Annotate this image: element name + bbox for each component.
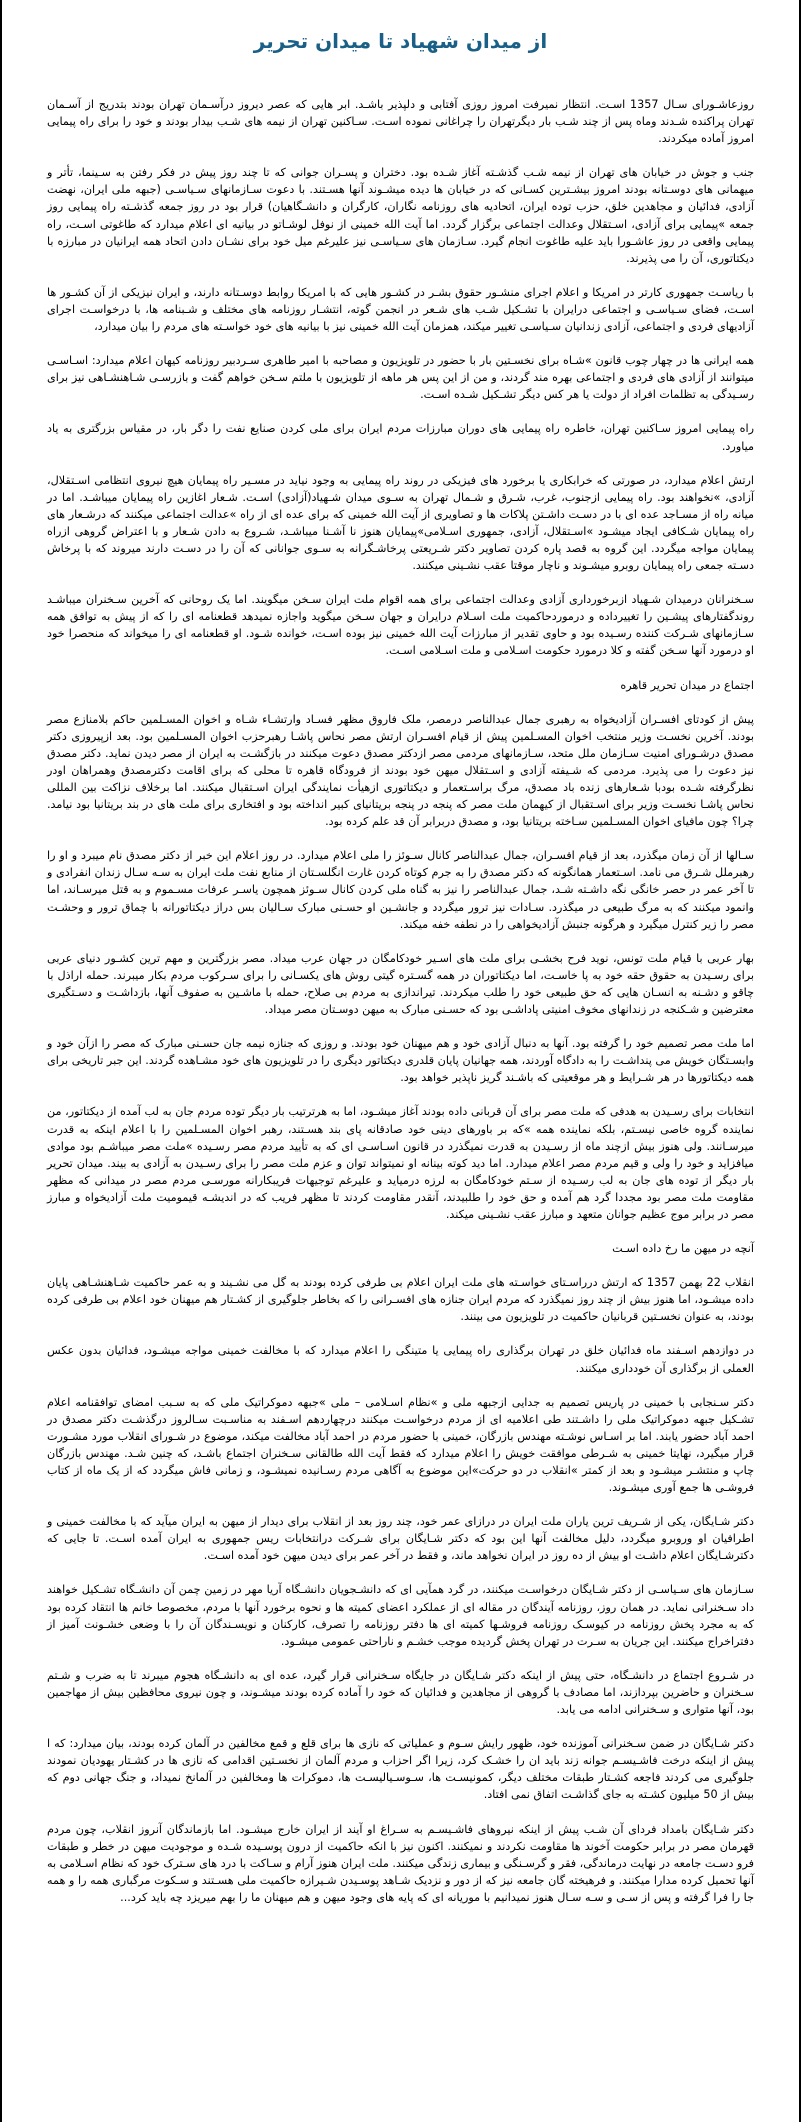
section-heading: اجتماع در میدان تحریر قاهره bbox=[620, 678, 754, 692]
body-paragraph: انقلاب 22 بهمن 1357 که ارتش درراسـتای خواسـته های ملت ایران اعلام بی طرفی کرده بودند به گل می نشـیند و به عمر حاکمیت شـاهنشـاهی پایان داده میشـود، اما هنوز بیش از چند روز نمیگذرد که مردم ایران جنازه های افسـرانی را که بخاطر جلوگیری از کشـتار هم میهنان خود اعلام بی طرفی کرده بودند، به عنوان نخسـتین قربانیان حاکمیت در تلویزیون می بینند. bbox=[47, 1276, 754, 1324]
body-paragraph: دکتر شـایگان در ضمن سـخنرانی آموزنده خود، ظهور رایش سـوم و عملیاتی که نازی ها برای قلع و قمع مخالفین در آلمان کرده بودند، بیان میدارد: که ا پیش از اینکه درخت فاشـیسـم جوانه زند باید ان را خشـک کرد، زیرا اگر احزاب و مردم آلمان از نخسـتین اقدامی که نازی ها در کشـتار یهودیان نمودند جلوگیری می کردند فاجعه کشـتار طبقات مختلف دیگر، کمونیسـت ها، سـوسـیالیسـت ها، دموکرات ها ومخالفین در آلمانخ نمیداد، و جنگ جهانی دوم که بیش از 50 میلیون کشـته به جای گذاشـت اتفاق نمی افتاد. bbox=[47, 1737, 754, 1802]
body-paragraph: دکتر شـایگان، یکی از شـریف ترین یاران ملت ایران در درازای عمر خود، چند روز بعد از انقلاب برای دیدار از میهن به ایران میآید که با مخالفت خمینی و اطرافیان او وروبرو میگردد، دلیل مخالفت آنها این بود که دکتر شـایگان برای شـرکت درانتخابات ریس جمهوری به ایران آمده اسـت. تا جایی که دکترشـایگان اعلام داشـت او بیش از ده روز در ایران نخواهد ماند، و فقط در آخر عمر برای دیدن میهن خود آمده اسـت. bbox=[47, 1515, 754, 1563]
body-paragraph: با ریاسـت جمهوری کارتر در امریکا و اعلام اجرای منشـور حقوق بشـر در کشـور هایی که با امریکا روابط دوسـتانه دارند، و ایران نیزیکی از آن کشـور ها اسـت، فضای سـیاسـی و اجتماعی درایران با تشـکیل شـب های شـعر در انجمن گوته، انتشـار روزنامه های مختلف و شـبنامه ها، با درخواسـت اجرای آزادیهای فردی و اجتماعی، آزادی زندانیان سـیاسـی تغییر میکند، همزمان آیت الله خمینی نیز با بیانیه های خود خواسـته های مردم را بیان میدارد، bbox=[47, 285, 754, 334]
title-body-spacer bbox=[32, 56, 769, 96]
page-inner bbox=[2, 0, 799, 2122]
body-paragraph: همه ایرانی ها در چهار چوب قانون »شـاه برای نخسـتین بار با حضور در تلویزیون و مصاحبه با امیر طاهری سـردبیر روزنامه کیهان اعلام میدارد: اسـاسـی میتوانند از آزادی های فردی و اجتماعی بهره مند گردند، و من از این پس هر ماهه از تلویزیون با ملتم سـخن خواهم گفت و بازرسـی شـاهنشـاهی نیز برای رسـیدگی به تظلمات افراد از دولت یا هر کس دیگر تشـکیل شـده اسـت. bbox=[47, 354, 754, 402]
article-body bbox=[32, 96, 769, 1906]
body-paragraph: روزعاشـورای سـال 1357 اسـت. انتظار نمیرفت امروز روزی آفتابی و دلپذیر باشـد. ابر هایی که عصر دیروز درآسـمان تهران بودند بتدریج از آسـمان تهران پراکنده شـدند وماه پس از چند شـب بار دیگرتهران را چراغانی نموده اسـت. سـاکنین تهران از نیمه های شـب بیدار بودند و خود را برای راه پیمایی امروز آماده میکردند. bbox=[47, 98, 755, 146]
section-heading: آنچه در میهن ما رخ داده اسـت bbox=[612, 1242, 754, 1256]
page-bottom-whitespace bbox=[32, 1906, 769, 2122]
body-paragraph: دکتر شـایگان بامداد فردای آن شـب پیش از اینکه نیروهای فاشـیسـم به سـراغ او آیند از ایران خارج میشـود. اما بازماندگان آنروز انقلاب، چون مردم قهرمان مصر در برابر حکومت آخوند ها مقاومت نکردند و نمیکنند. اکنون نیز با انکه حاکمیت از درون پوسـیده شـده و موجودیت میهن در خطر و طبقات فرو دسـت جامعه در نهایت درماندگی، فقر و گرسـنگی و بیماری زندگی میکنند. ملت ایران هنوز آرام و سـاکت با درد های سـترک خود که نظام اسـلامی به آنها تحمیل کرده مدارا میکنند. و فرهیخته گان جامعه نیز که از دور و نزدیک شـاهد پوسـیدن شـیرازه حاکمیت ملی هسـتند و سـکوت مرگباری همه را و همه جا را فرا گرفته و پس از سـی و سـه سـال هنوز نمیدانیم با موریانه ای که پایه های وجود میهن و هم میهنان ما را بهم میریزد چه باید کرد... bbox=[47, 1822, 754, 1904]
body-paragraph: در دوازدهم اسـفند ماه فدائیان خلق در تهران برگذاری راه پیمایی یا متینگی را اعلام میدارد که با مخالفت خمینی مواجه میشـود، فدائیان بدون عکس العملی از برگذاری آن خودداری میکنند. bbox=[47, 1344, 754, 1375]
body-paragraph: جنب و جوش در خیابان های تهران از نیمه شـب گذشـته آغاز شـده بود. دختران و پسـران جوانی که تا چند روز پیش در فکر رفتن به سـینما، تأتر و میهمانی های دوسـتانه بودند امروز بیشـترین کسـانی که در خیابان ها دیده میشـوند آنها هسـتند. با دعوت سـازمانهای سـیاسـی (جبهه ملی ایران، نهضت آزادی، فدائیان و مجاهدین خلق، حزب توده ایران، اتحادیه های روزنامه نگاران، کارگران و دانشـگاهیان) قرار بود در روز جمعه گذشـته راه پیمایی روز جمعه »پیمایی برای آزادی، اسـتقلال وعدالت اجتماعی برگزار گردد. اما آیت الله خمینی از نوفل لوشـاتو در بیانیه ای اعلام میدارد که طاغوتی اسـت، راه پیمایی واقعی در روز عاشـورا باید علیه طاغوت انجام گیرد. سـازمان های سـیاسـی نیز علیرغم میل خود برای نشـان دادن اتحاد همه ایرانیان در مبارزه با دیکتاتوری، آن را می پذیرند. bbox=[47, 166, 754, 265]
body-paragraph: اما ملت مصر تصمیم خود را گرفته بود. آنها به دنبال آزادی خود و هم میهنان خود بودند. و روزی که جنازه نیمه جان حسـنی مبارک که مصر را ازآن خود و وابسـتگان خویش می پنداشـت را به دادگاه آوردند، همه جهانیان پایان قلدری دیکتاتور دیگری را در تلویزیون های خود مشـاهده گردند. این جبر تاریخی برای همه دیکتاتورها در هر شـرایط و هر موقعیتی که باشـند گریز ناپذیر خواهد بود. bbox=[47, 1037, 754, 1085]
page-title: از میدان شهیاد تا میدان تحریر bbox=[253, 29, 548, 53]
body-paragraph: پیش از کودتای افسـران آزادیخواه به رهبری جمال عبدالناصر درمصر، ملک فاروق مظهر فسـاد وارتشـاء شـاه و اخوان المسـلمین حاکم بلامنازع مصر بودند. آخرین نخسـت وزیر منتخب اخوان المسـلمین پیش از قیام افسـران ارتش مصر نحاس پاشـا رهبرحزب اخوان المسـلمین بود. بعد ازپیروزی دکتر مصدق درشـورای امنیت سـازمان ملل متحد، سـازمانهای مردمی مصر ازدکتر مصدق دعوت میکنند در بازگشـت به ایران از مصر دیدن نماید. دکتر مصدق نیز دعوت را می پذیرد. مردمی که شـیفته آزادی و اسـتقلال میهن خود بودند از فرودگاه قاهره تا محلی که برای اقامت دکترمصدق وهمراهان اودر نظرگرفته شـده بودبا شـعارهای زنده باد مصدق، مرگ براسـتعمار و دیکتاتوری ازهیأت نمایندگی ایران اسـتقبال میکنند. اما برخلاف نزاکت بین المللی نحاس پاشـا نخسـت وزیر برای اسـتقبال از کیهمان ملت مصر که پنجه در پنجه بریتانیای کبیر انداخته بود و افتخاری برای ملت های در بند بریتانیا بود نیامد. چرا؟ چون مافیای اخوان المسـلمین سـاخته بریتانیا بود، و مصدق دربرابر آن قد علم کرده بود. bbox=[47, 712, 754, 829]
body-paragraph: در شـروع اجتماع در دانشـگاه، حتی پیش از اینکه دکتر شـایگان در جایگاه سـخنرانی قرار گیرد، عده ای به دانشـگاه هجوم میبرند تا به ضرب و شـتم سـخنران و حاضرین بپردازند، اما مصادف با گروهی از مجاهدین و فدائیان که خود را آماده کرده بودند میشـوند، و چون نیروی محافظین بیش از مهاجمین بود، آنها متواری و سـخنرانی ادامه می یابد. bbox=[47, 1668, 754, 1717]
body-paragraph: سـالها از آن زمان میگذرد، بعد از قیام افسـران، جمال عبدالناصر کانال سـوئز را ملی اعلام میدارد. در روز اعلام این خبر از دکتر مصدق نام میبرد و او را رهبرملل شـرق می نامد. اسـتعمار همانگونه که دکتر مصدق را به جرم کوتاه کردن غارت انگلسـتان از منابع نفت ملت ایران به سـه سـال زندان انفرادی و تا آخر عمر در حصر خانگی نگه داشـته شـد، جمال عبدالناصر را نیز به گناه ملی کردن کانال سـوئز همچون یاسـر عرفات مسـموم و به قتل میرسـاند، اما وانمود میکنند که به مرگ طبیعی در میگذرد. سـادات نیز ترور میگردد و جانشـین او حسـنی مبارک سـالیان بس دراز دیکتاتورانه با چماق ترور و وحشـت مصر را زیر کنترل میگیرد و هرگونه جنبش آزادیخواهی را در نطفه خفه میکند. bbox=[47, 849, 754, 931]
body-paragraph: سـازمان های سـیاسـی از دکتر شـایگان درخواسـت میکنند، در گرد همآیی ای که دانشـجویان دانشـگاه آریا مهر در زمین چمن آن دانشـگاه تشـکیل خواهند داد سـخنرانی نماید. در همان روز، روزنامه آیندگان در مقاله ای از عملکرد اعضای کمیته ها و نحوه برخورد آنها با مردم، مخصوصا خانم ها انتقاد کرده بود که به مجرد پخش روزنامه در کیوسـک روزنامه فروشـها کمیته ای ها دفتر روزنامه را تصرف، کارکنان و نویسـندگان آن را با وضعی خشـونت آمیز از دفتراخراج میکنند. این جریان به سـرت در تهران پخش گردیده موجب خشـم و ناراحتی عمومی میشـود. bbox=[47, 1583, 754, 1648]
body-paragraph: راه پیمایی امروز سـاکنین تهران، خاطره راه پیمایی های دوران مبارزات مردم ایران برای ملی کردن صنایع نفت را دگر بار، در مقیاس بزرگتری به یاد میاورد. bbox=[47, 422, 754, 453]
body-paragraph: انتخابات برای رسـیدن به هدفی که ملت مصر برای آن قربانی داده بودند آغاز میشـود، اما به هرترتیب بار دیگر توده مردم جان به لب آمده از دیکتاتور، من نماینده گروه خاصی نیسـتم، بلکه نماینده همه »که بر باورهای دینی خود صادقانه پای بند هسـتند، رهبر اخوان المسـلمین را با اعلام اینکه به قدرت میرسـانند. ولی هنوز بیش ازچند ماه از رسـیدن به قدرت نمیگذرد در قانون اسـاسـی ای که به تأیید مردم مصر رسـیده »ملت مصر میباشـم بود موادی میافزاید و خود را ولی و قیم مردم مصر اعلام میدارد. اما دید کوته بینانه او نمیتواند توان و عزم ملت مصر را برای رسـیدن به آزادی به بیند. میدان تحریر بار دیگر از توده های جان به لب رسـیده از سـتم خودکامگان به لرزه درمیاید و علیرغم توجیهات فریبکارانه مورسـی مردم مصر در میدانی که مظهر مقاومت ملت مصر بود مجددا گرد هم آمده و حق خود را طلبیدند، آنقدر مقاومت کردند تا مظهر فریب که در اندیشـه قیمومیت ملت آزادیخواه و مبارز مصر در برابر موج عظیم جوانان متعهد و مبارز عقب نشـینی میکند. bbox=[47, 1105, 754, 1221]
body-paragraph: ارتش اعلام میدارد، در صورتی که خرابکاری یا برخورد های فیزیکی در روند راه پیمایی به وجود نیاید در مسـیر راه پیمایان هیچ نیروی انتظامی اسـتقلال، آزادی، »نخواهند بود. راه پیمایی ازجنوب، غرب، شـرق و شـمال تهران به سـوی میدان شـهیاد(آزادی) اسـت. شـعار اغازین راه پیمایان میباشـد. اما در میانه راه از مسـاجد عده ای با در دسـت داشـتن پلاکات ها و تصاویری از آیت الله خمینی که برای عده ای از راه »عدالت اجتماعی میکنند که درشـعار های راه پیمایان شـکافی ایجاد میشـود »اسـتقلال، آزادی، جمهوری اسـلامی»پیمایان هنوز نا آشـنا میباشـد، شـروع به دادن شـعار و با اعتراض گروهی ازراه پیمایان مواجه میگردد. این گروه به قصد پاره کردن تصاویر دکتر شـریعتی پرخاشـگرانه به سـوی جوانانی که آن را در دسـت دارند میروند که با پرخاش دسـته جمعی راه پیمایان روبرو میشـوند و ناچار موقتا عقب نشـینی میکنند. bbox=[47, 473, 754, 573]
body-paragraph: دکتر سـنجابی با خمینی در پاریس تصمیم به جدایی ازجبهه ملی و »نظام اسـلامی – ملی »جبهه دموکراتیک ملی که به سـبب امضای توافقنامه اعلام تشـکیل جبهه دموکراتیک ملی را داشـتند طی اعلامیه ای از مردم درخواسـت میکنند درچهاردهم اسـفند به مناسـبت سـالروز درگذشـت دکتر مصدق در احمد آباد حضور یابند. اما بر اسـاس نوشـته مهندس بازرگان، خمینی با حضور مردم در احمد آباد مخالفت میکند، موضوع در شـورای انقلاب مورد مشـورت قرار میگیرد، نهایتا خمینی به شـرطی موافقت خویش را اعلام میدارد که فقط آیت الله طالقانی سـخنران اجتماع باشـد، که چنین شـد. مهندس بازرگان چاپ و منتشـر میشـود و بعد از کمتر »انقلاب در دو حرکت»این موضوع به آگاهی مردم رسـانیده نمیشـود، و زمانی فاش میگردد که از یک ماه از کتاب فروشـی ها جمع آوری میشـوند. bbox=[47, 1395, 754, 1495]
body-paragraph: بهار عربی با قیام ملت تونس، نوید فرح بخشـی برای ملت های اسـیر خودکامگان در جهان عرب میداد. مصر بزرگترین و مهم ترین کشـور دنیای عربی برای رسـیدن به حقوق حقه خود به پا خاسـت، اما دیکتاتوران در همه گسـتره گیتی روش های یکسـانی را برای سـرکوب مردم بکار میبرند. حمله اراذل با چاقو و دشـنه به انسـان هایی که حق طبیعی خود را طلب میکردند. تیراندازی به مردم بی صلاح، حمله با ماشـین به صفوف آنها، بازداشـت و دسـتگیری معترضین و شـکنجه در زندانهای مخوف امنیتی پاداشـی بود که حسـنی مبارک به میهن دوسـتان مصر میداد. bbox=[47, 951, 754, 1017]
body-paragraph: سـخنرانان درمیدان شـهیاد ازبرخورداری آزادی وعدالت اجتماعی برای همه اقوام ملت ایران سـخن میگویند. اما یک روحانی که آخرین سـخنران میباشـد روندگفتارهای پیشـین را تغییرداده و درموردحاکمیت ملت اسـلام درایران و جهان سـخن میگوید واجازه نمیدهد قطعنامه ای را که از پیش به توافق همه سـازمانهای شـرکت کننده رسـیده بود و حاوی تقدیر از مبارزات آیت الله خمینی نیز بوده اسـت، خوانده شـود. او قطعنامه ای را میخواند که منحصرا خود او درمورد آنها سـخن گفته و کلا درمورد حکومت اسـلامی و ملت اسـلامی اسـت. bbox=[47, 593, 754, 658]
